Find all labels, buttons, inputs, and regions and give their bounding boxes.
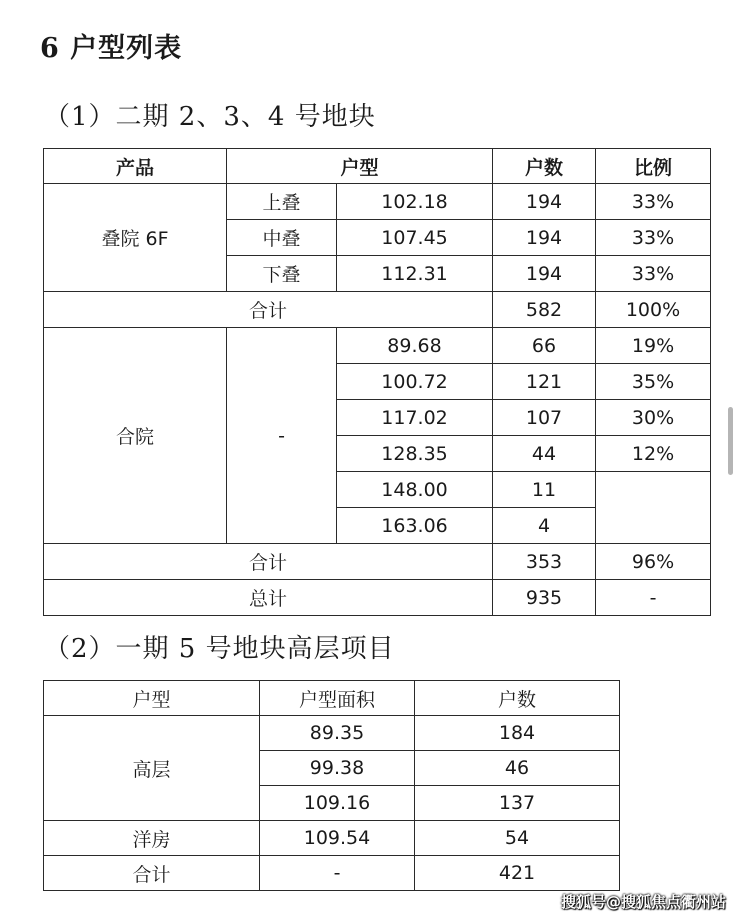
subtotal-label: 合计 <box>44 292 493 328</box>
area-cell: 100.72 <box>337 364 493 400</box>
count-cell: 4 <box>493 508 596 544</box>
area-cell: 107.45 <box>337 220 493 256</box>
type-cell: 下叠 <box>227 256 337 292</box>
area-cell: 148.00 <box>337 472 493 508</box>
subtotal-count: 582 <box>493 292 596 328</box>
count-cell: 184 <box>415 716 620 751</box>
unit-type-table-phase2 <box>43 148 711 616</box>
count-cell: 46 <box>415 751 620 786</box>
area-cell: 163.06 <box>337 508 493 544</box>
count-cell: 107 <box>493 400 596 436</box>
total-row <box>44 856 620 891</box>
total-ratio: - <box>596 580 711 616</box>
ratio-cell: 35% <box>596 364 711 400</box>
total-count: 421 <box>415 856 620 891</box>
subtotal-ratio: 100% <box>596 292 711 328</box>
subtotal-label: 合计 <box>44 544 493 580</box>
header-type: 户型 <box>44 681 260 716</box>
count-cell: 11 <box>493 472 596 508</box>
table-row <box>44 821 620 856</box>
type-cell: - <box>227 328 337 544</box>
count-cell: 66 <box>493 328 596 364</box>
subtotal-ratio: 96% <box>596 544 711 580</box>
section2-title: （2）一期 5 号地块高层项目 <box>44 634 395 664</box>
count-cell: 44 <box>493 436 596 472</box>
header-ratio: 比例 <box>596 149 711 184</box>
type-cell: 洋房 <box>44 821 260 856</box>
area-cell: 117.02 <box>337 400 493 436</box>
header-count: 户数 <box>493 149 596 184</box>
ratio-cell: 19% <box>596 328 711 364</box>
watermark-text: 搜狐号@搜狐焦点衢州站 <box>560 893 726 911</box>
subtotal-row <box>44 292 711 328</box>
count-cell: 137 <box>415 786 620 821</box>
total-count: 935 <box>493 580 596 616</box>
type-cell: 上叠 <box>227 184 337 220</box>
unit-type-table-phase1 <box>43 680 620 891</box>
table-header-row <box>44 149 711 184</box>
total-label: 总计 <box>44 580 493 616</box>
ratio-cell: 12% <box>596 436 711 472</box>
table-row <box>44 328 711 364</box>
area-cell: 109.54 <box>260 821 415 856</box>
area-cell: 102.18 <box>337 184 493 220</box>
type-cell: 高层 <box>44 716 260 821</box>
header-count: 户数 <box>415 681 620 716</box>
area-cell: 109.16 <box>260 786 415 821</box>
count-cell: 194 <box>493 220 596 256</box>
subtotal-row <box>44 544 711 580</box>
subtotal-count: 353 <box>493 544 596 580</box>
ratio-cell: 33% <box>596 184 711 220</box>
page-heading: 6 户型列表 <box>40 33 183 64</box>
ratio-cell: 33% <box>596 220 711 256</box>
total-area: - <box>260 856 415 891</box>
count-cell: 194 <box>493 184 596 220</box>
area-cell: 89.68 <box>337 328 493 364</box>
header-product: 产品 <box>44 149 227 184</box>
header-type: 户型 <box>227 149 493 184</box>
total-label: 合计 <box>44 856 260 891</box>
ratio-cell-empty <box>596 472 711 544</box>
type-cell: 中叠 <box>227 220 337 256</box>
count-cell: 121 <box>493 364 596 400</box>
table-row <box>44 716 620 751</box>
product-cell: 合院 <box>44 328 227 544</box>
count-cell: 194 <box>493 256 596 292</box>
header-area: 户型面积 <box>260 681 415 716</box>
area-cell: 112.31 <box>337 256 493 292</box>
table-row <box>44 184 711 220</box>
scrollbar-thumb[interactable] <box>728 407 733 475</box>
area-cell: 89.35 <box>260 716 415 751</box>
ratio-cell: 33% <box>596 256 711 292</box>
section1-title: （1）二期 2、3、4 号地块 <box>44 102 376 132</box>
table-header-row <box>44 681 620 716</box>
ratio-cell: 30% <box>596 400 711 436</box>
total-row <box>44 580 711 616</box>
area-cell: 128.35 <box>337 436 493 472</box>
area-cell: 99.38 <box>260 751 415 786</box>
product-cell: 叠院 6F <box>44 184 227 292</box>
count-cell: 54 <box>415 821 620 856</box>
